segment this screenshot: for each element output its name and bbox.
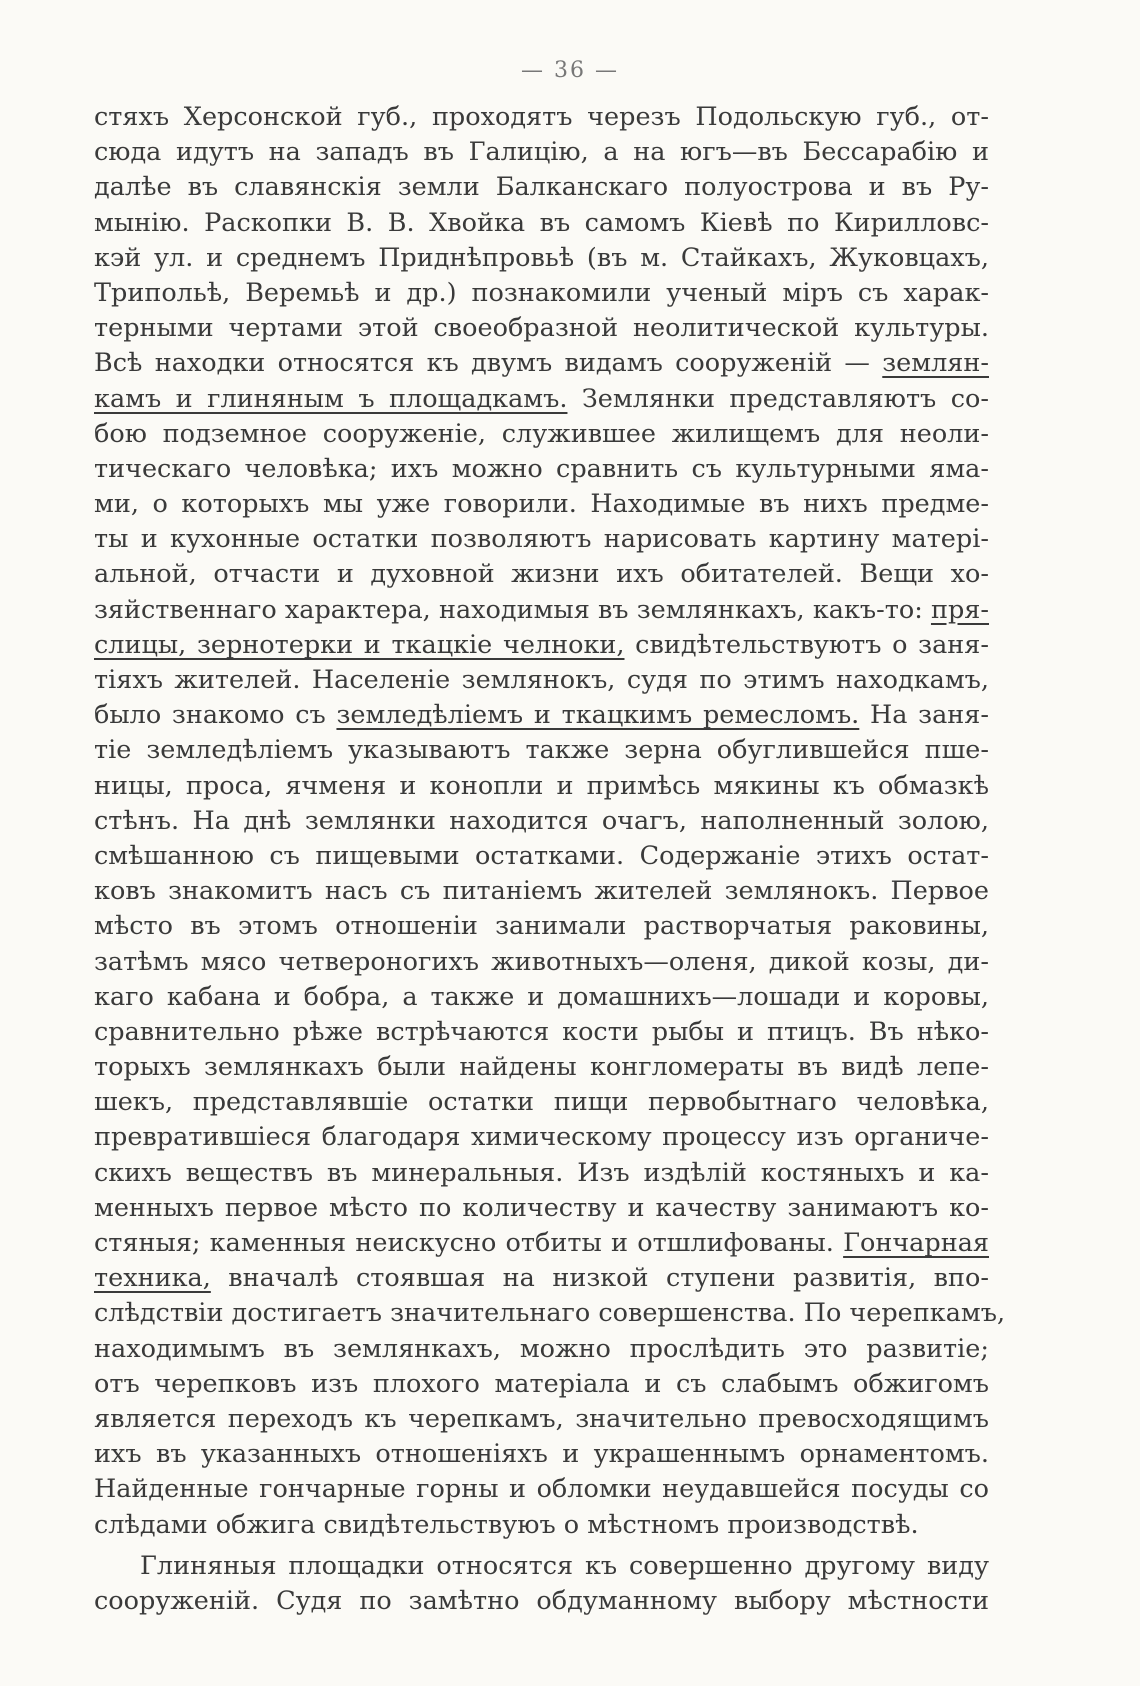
text-line: сюда идутъ на западъ въ Галицію, а на югъ—въ Бессарабію и [94,137,989,168]
text-line: сооруженій. Судя по замѣтно обдуманному выбору мѣстности [94,1585,989,1616]
text-segment: вначалѣ стоявшая на низкой ступени развитія, впо- [210,1263,989,1294]
text-line [94,593,989,628]
text-line: ихъ въ указанныхъ отношеніяхъ и украшеннымъ орнаментомъ. [94,1439,989,1470]
text-line: ницы, проса, ячменя и конопли и примѣсь мякины къ обмазкѣ [94,770,989,801]
text-line: отъ черепковъ изъ плохого матеріала и съ слабымъ обжигомъ [94,1368,989,1399]
text-line: Трипольѣ, Веремьѣ и др.) познакомили ученый міръ съ харак- [94,277,989,308]
text-line: ми, о которыхъ мы уже говорили. Находимые въ нихъ предме- [94,489,989,520]
text-segment: стяныя; каменныя неискусно отбиты и отшлифованы. [94,1228,844,1258]
text-line [94,698,989,733]
text-line: кэй ул. и среднемъ Приднѣпровьѣ (въ м. Стайкахъ, Жуковцахъ, [94,242,989,273]
text-line [94,628,989,663]
text-segment: зяйственнаго характера, находимыя въ землянкахъ, какъ-то: [94,594,931,625]
underlined-term: камъ и глиняным ъ площадкамъ. [94,383,568,414]
body-text [94,100,1006,1619]
text-line: скихъ веществъ въ минеральныя. Изъ издѣлій костяныхъ и ка- [94,1157,989,1188]
text-line: Найденные гончарные горны и обломки неудавшейся посуды со [94,1474,989,1505]
text-line: тіяхъ жителей. Населеніе землянокъ, судя по этимъ находкамъ, [94,665,989,695]
text-line: сравнительно рѣже встрѣчаются кости рыбы и птицъ. Въ нѣко- [94,1016,989,1047]
text-line: стяхъ Херсонской губ., проходятъ черезъ Подольскую губ., от- [94,102,989,132]
text-segment: На заня- [859,700,989,731]
underlined-term: земледѣліемъ и ткацкимъ ремесломъ. [336,700,860,731]
text-line: слѣдами обжига свидѣтельствуюъ о мѣстномъ производствѣ. [94,1509,919,1540]
text-line: каго кабана и бобра, а также и домашнихъ—лошади и коровы, [94,981,989,1012]
underlined-term: техника, [94,1263,211,1294]
text-line: смѣшанною съ пищевыми остатками. Содержаніе этихъ остат- [94,840,989,871]
text-line: альной, отчасти и духовной жизни ихъ обитателей. Вещи хо- [94,559,989,590]
text-line: тическаго человѣка; ихъ можно сравнить съ культурными ямa- [94,453,989,484]
text-line: бою подземное сооруженіе, служившее жилищемъ для неоли- [94,418,989,449]
text-line: менныхъ первое мѣсто по количеству и качеству занимаютъ ко- [94,1192,989,1223]
text-line: ты и кухонные остатки позволяютъ нарисовать картину матері- [94,524,989,555]
text-segment: Всѣ находки относятся къ двумъ видамъ сооруженій — [94,348,883,379]
text-line: терными чертами этой своеобразной неолитической культуры. [94,313,989,344]
text-line: торыхъ землянкахъ были найдены конгломераты въ видѣ лепе- [94,1052,989,1083]
text-line [94,382,989,417]
text-line: мѣсто въ этомъ отношеніи занимали растворчатыя раковины, [94,911,989,942]
page-number: — 36 — [521,58,619,83]
text-line: превратившіеся благодаря химическому процессу изъ органиче- [94,1122,989,1153]
text-line [94,346,989,381]
underlined-term: слицы, зернотерки и ткацкіе челноки, [94,629,625,660]
text-line: тіе земледѣліемъ указываютъ также зерна обуглившейся пше- [94,735,989,766]
text-line [94,1261,989,1296]
text-line: далѣе въ славянскія земли Балканскаго полуострова и въ Ру- [94,172,989,203]
text-line: слѣдствіи достигаетъ значительнаго совершенства. По черепкамъ, [94,1298,1006,1329]
text-line: стѣнъ. На днѣ землянки находится очагъ, наполненный золою, [94,805,989,836]
text-line: Глиняныя площадки относятся къ совершенно другому виду [140,1550,989,1581]
text-segment: свидѣтельствуютъ о заня- [624,629,989,660]
text-line: затѣмъ мясо четвероногихъ животныхъ—оленя, дикой козы, ди- [94,946,989,977]
text-line: является переходъ къ черепкамъ, значительно превосходящимъ [94,1403,989,1434]
text-segment: Землянки представляютъ со- [567,383,989,414]
text-line [94,1226,989,1261]
underlined-term: Гончарная [843,1228,989,1258]
text-line: шекъ, представлявшіе остатки пищи первобытнаго человѣка, [94,1087,989,1118]
underlined-term: землян- [882,348,989,379]
text-segment: было знакомо съ [94,700,337,731]
text-line: мынію. Раскопки В. В. Хвойка въ самомъ Кіевѣ по Кирилловс- [94,207,989,238]
underlined-term: пря- [930,594,989,625]
text-line: ковъ знакомитъ насъ съ питаніемъ жителей землянокъ. Первое [94,876,989,907]
text-line: находимымъ въ землянкахъ, можно прослѣдить это развитіе; [94,1333,989,1364]
